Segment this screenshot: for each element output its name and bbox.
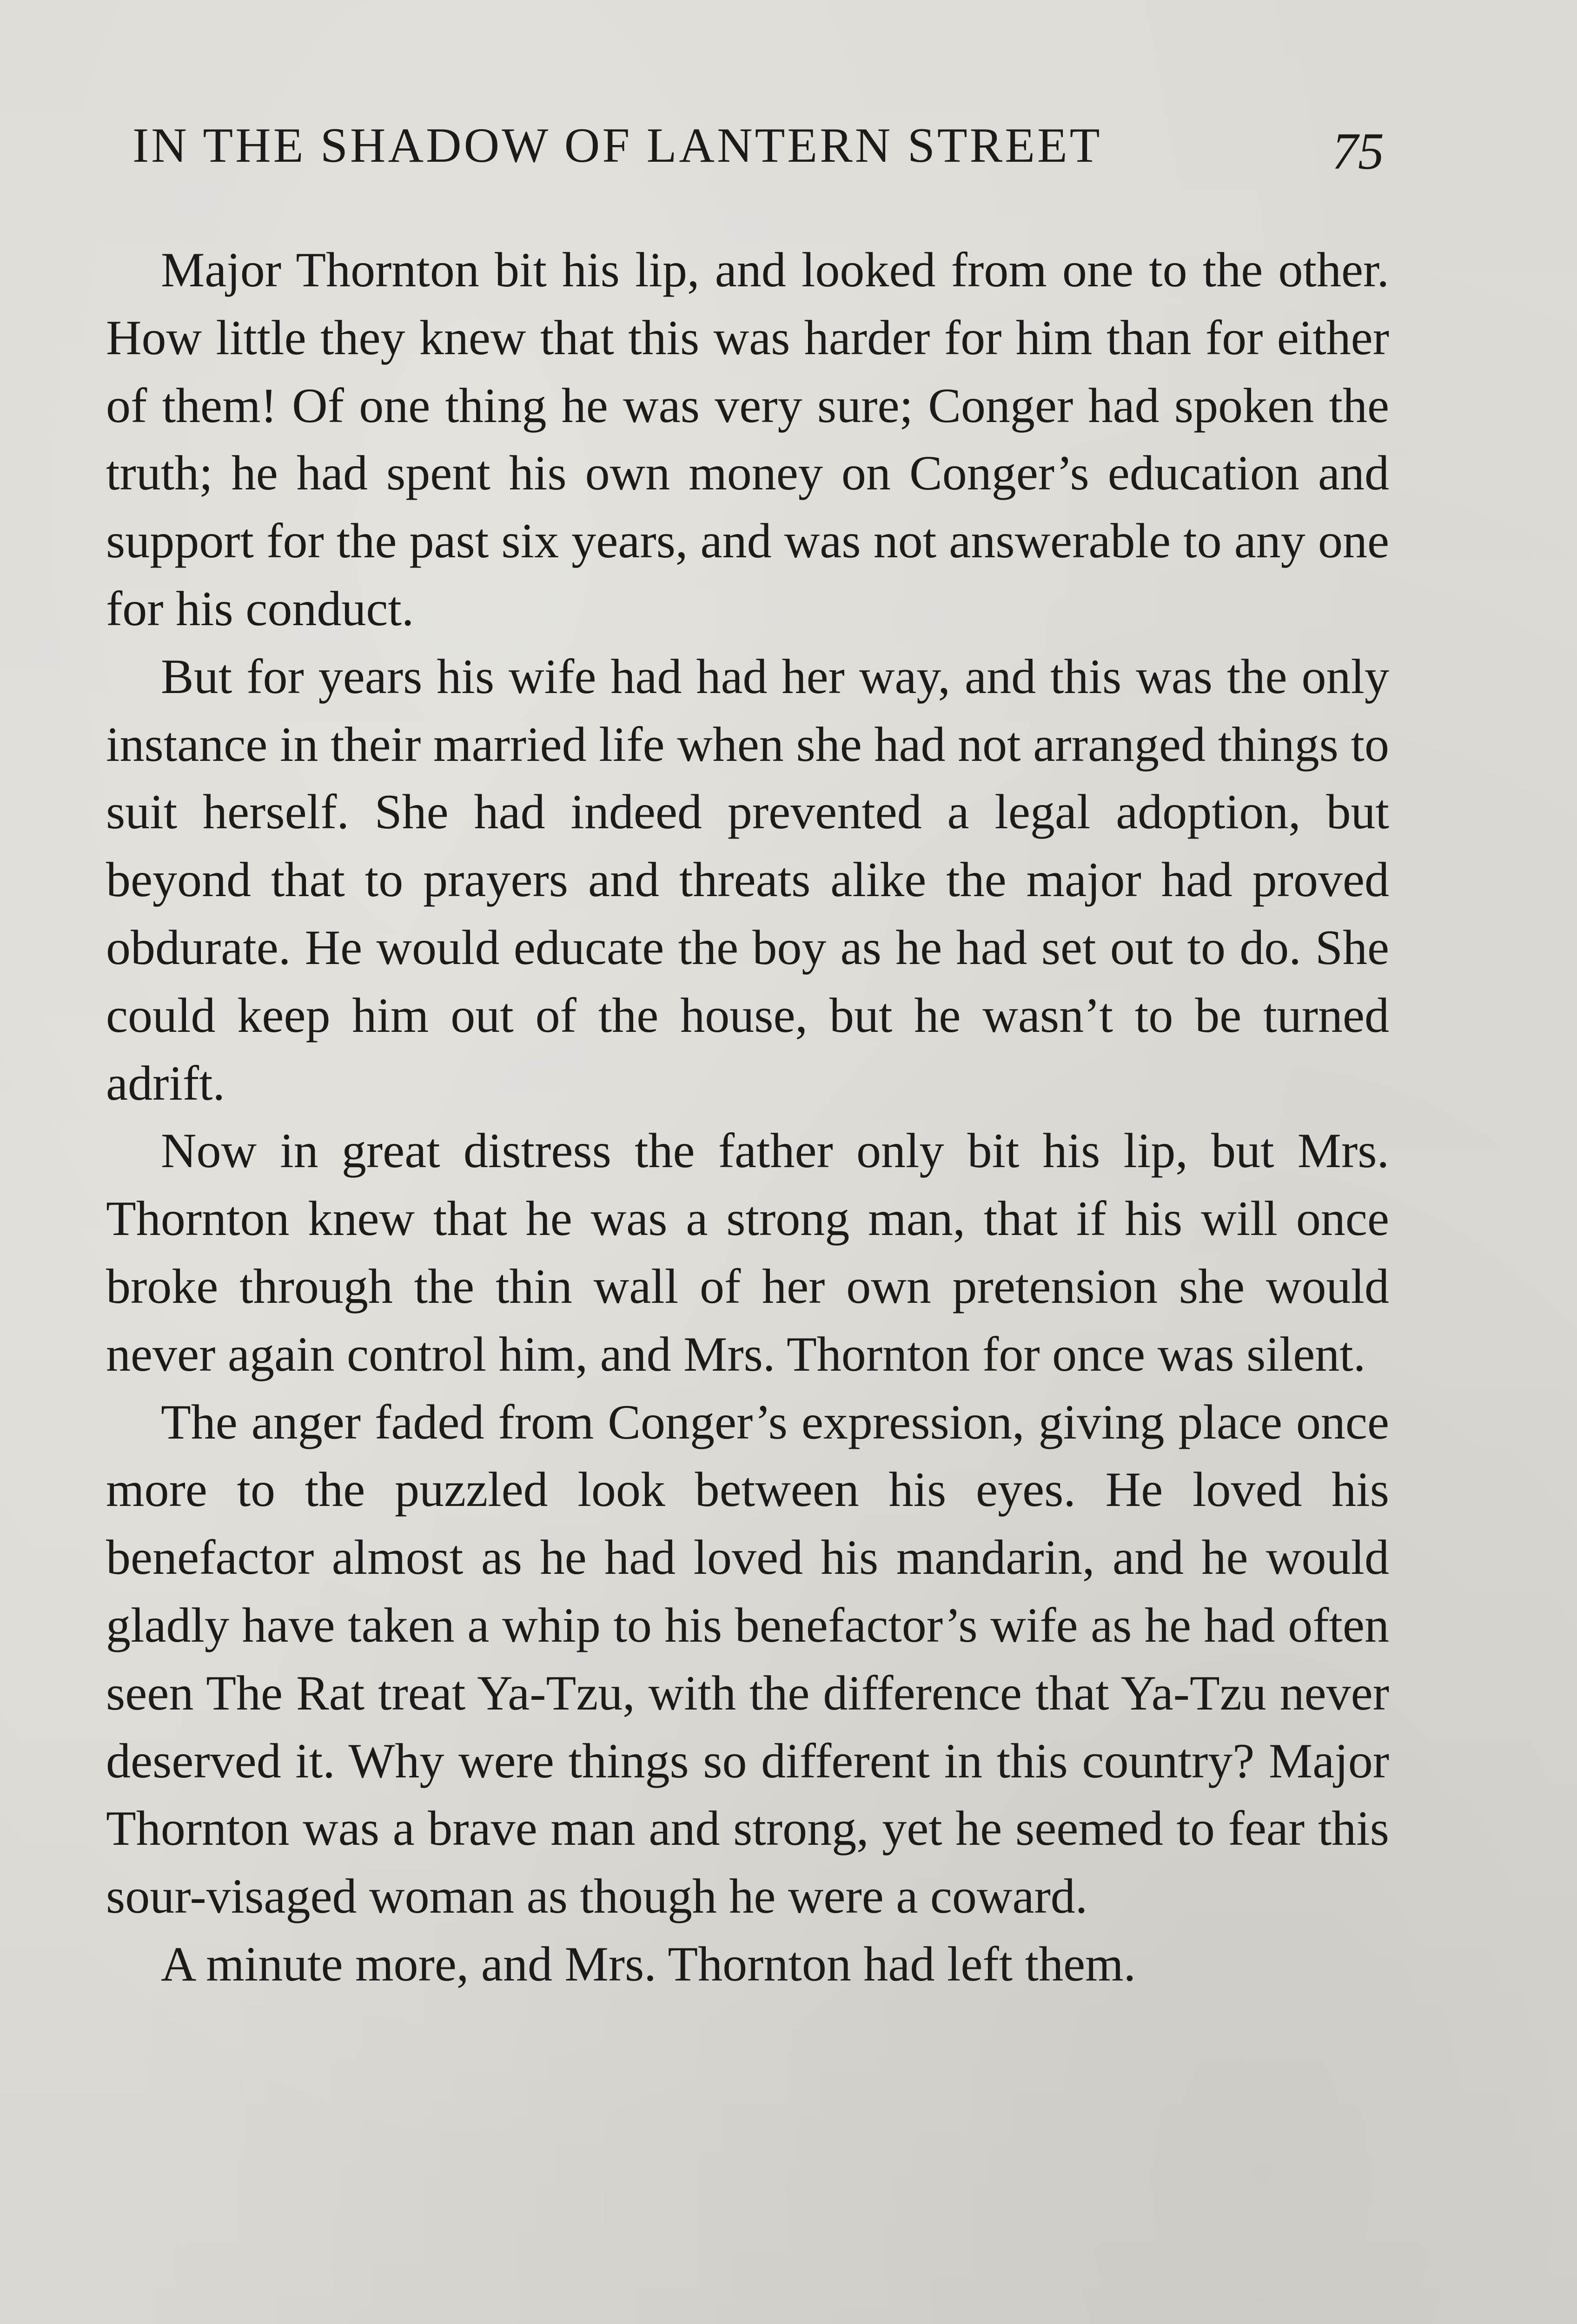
running-head-title: IN THE SHADOW OF LANTERN STREET [133,118,1102,172]
paragraph: Major Thornton bit his lip, and looked from one to the other. How little they knew that this was harder for him than for either of them! Of one thing he was very sure; Conger had spoken the truth; he had spent his own money on Conger’s education and support for the past six years, and was not answerable to any one for his conduct. [106,243,1389,636]
paragraph: Now in great distress the father only bit his lip, but Mrs. Thornton knew that he was a strong man, that if his will once broke through the thin wall of her own pretension she would never again control him, and Mrs. Thornton for once was silent. [106,1123,1389,1381]
paragraph: A minute more, and Mrs. Thornton had left them. [161,1936,1136,1991]
paragraph: The anger faded from Conger’s expression, giving place once more to the puzzled look between his eyes. He loved his benefactor almost as he had loved his mandarin, and he would gladly have taken a whip to his benefactor’s wife as he had often seen The Rat treat Ya-Tzu, with the difference that Ya-Tzu never deserved it. Why were things so different in this country? Major Thornton was a brave man and strong, yet he seemed to fear this sour-visaged woman as though he were a coward. [106,1394,1389,1924]
page-number: 75 [1332,123,1384,180]
paragraph: But for years his wife had had her way, and this was the only instance in their married life when she had not arranged things to suit herself. She had indeed prevented a legal adoption, but beyond that to prayers and threats alike the major had proved obdurate. He would educate the boy as he had set out to do. She could keep him out of the house, but he wasn’t to be turned adrift. [106,649,1389,1110]
body-text [106,236,1389,1998]
